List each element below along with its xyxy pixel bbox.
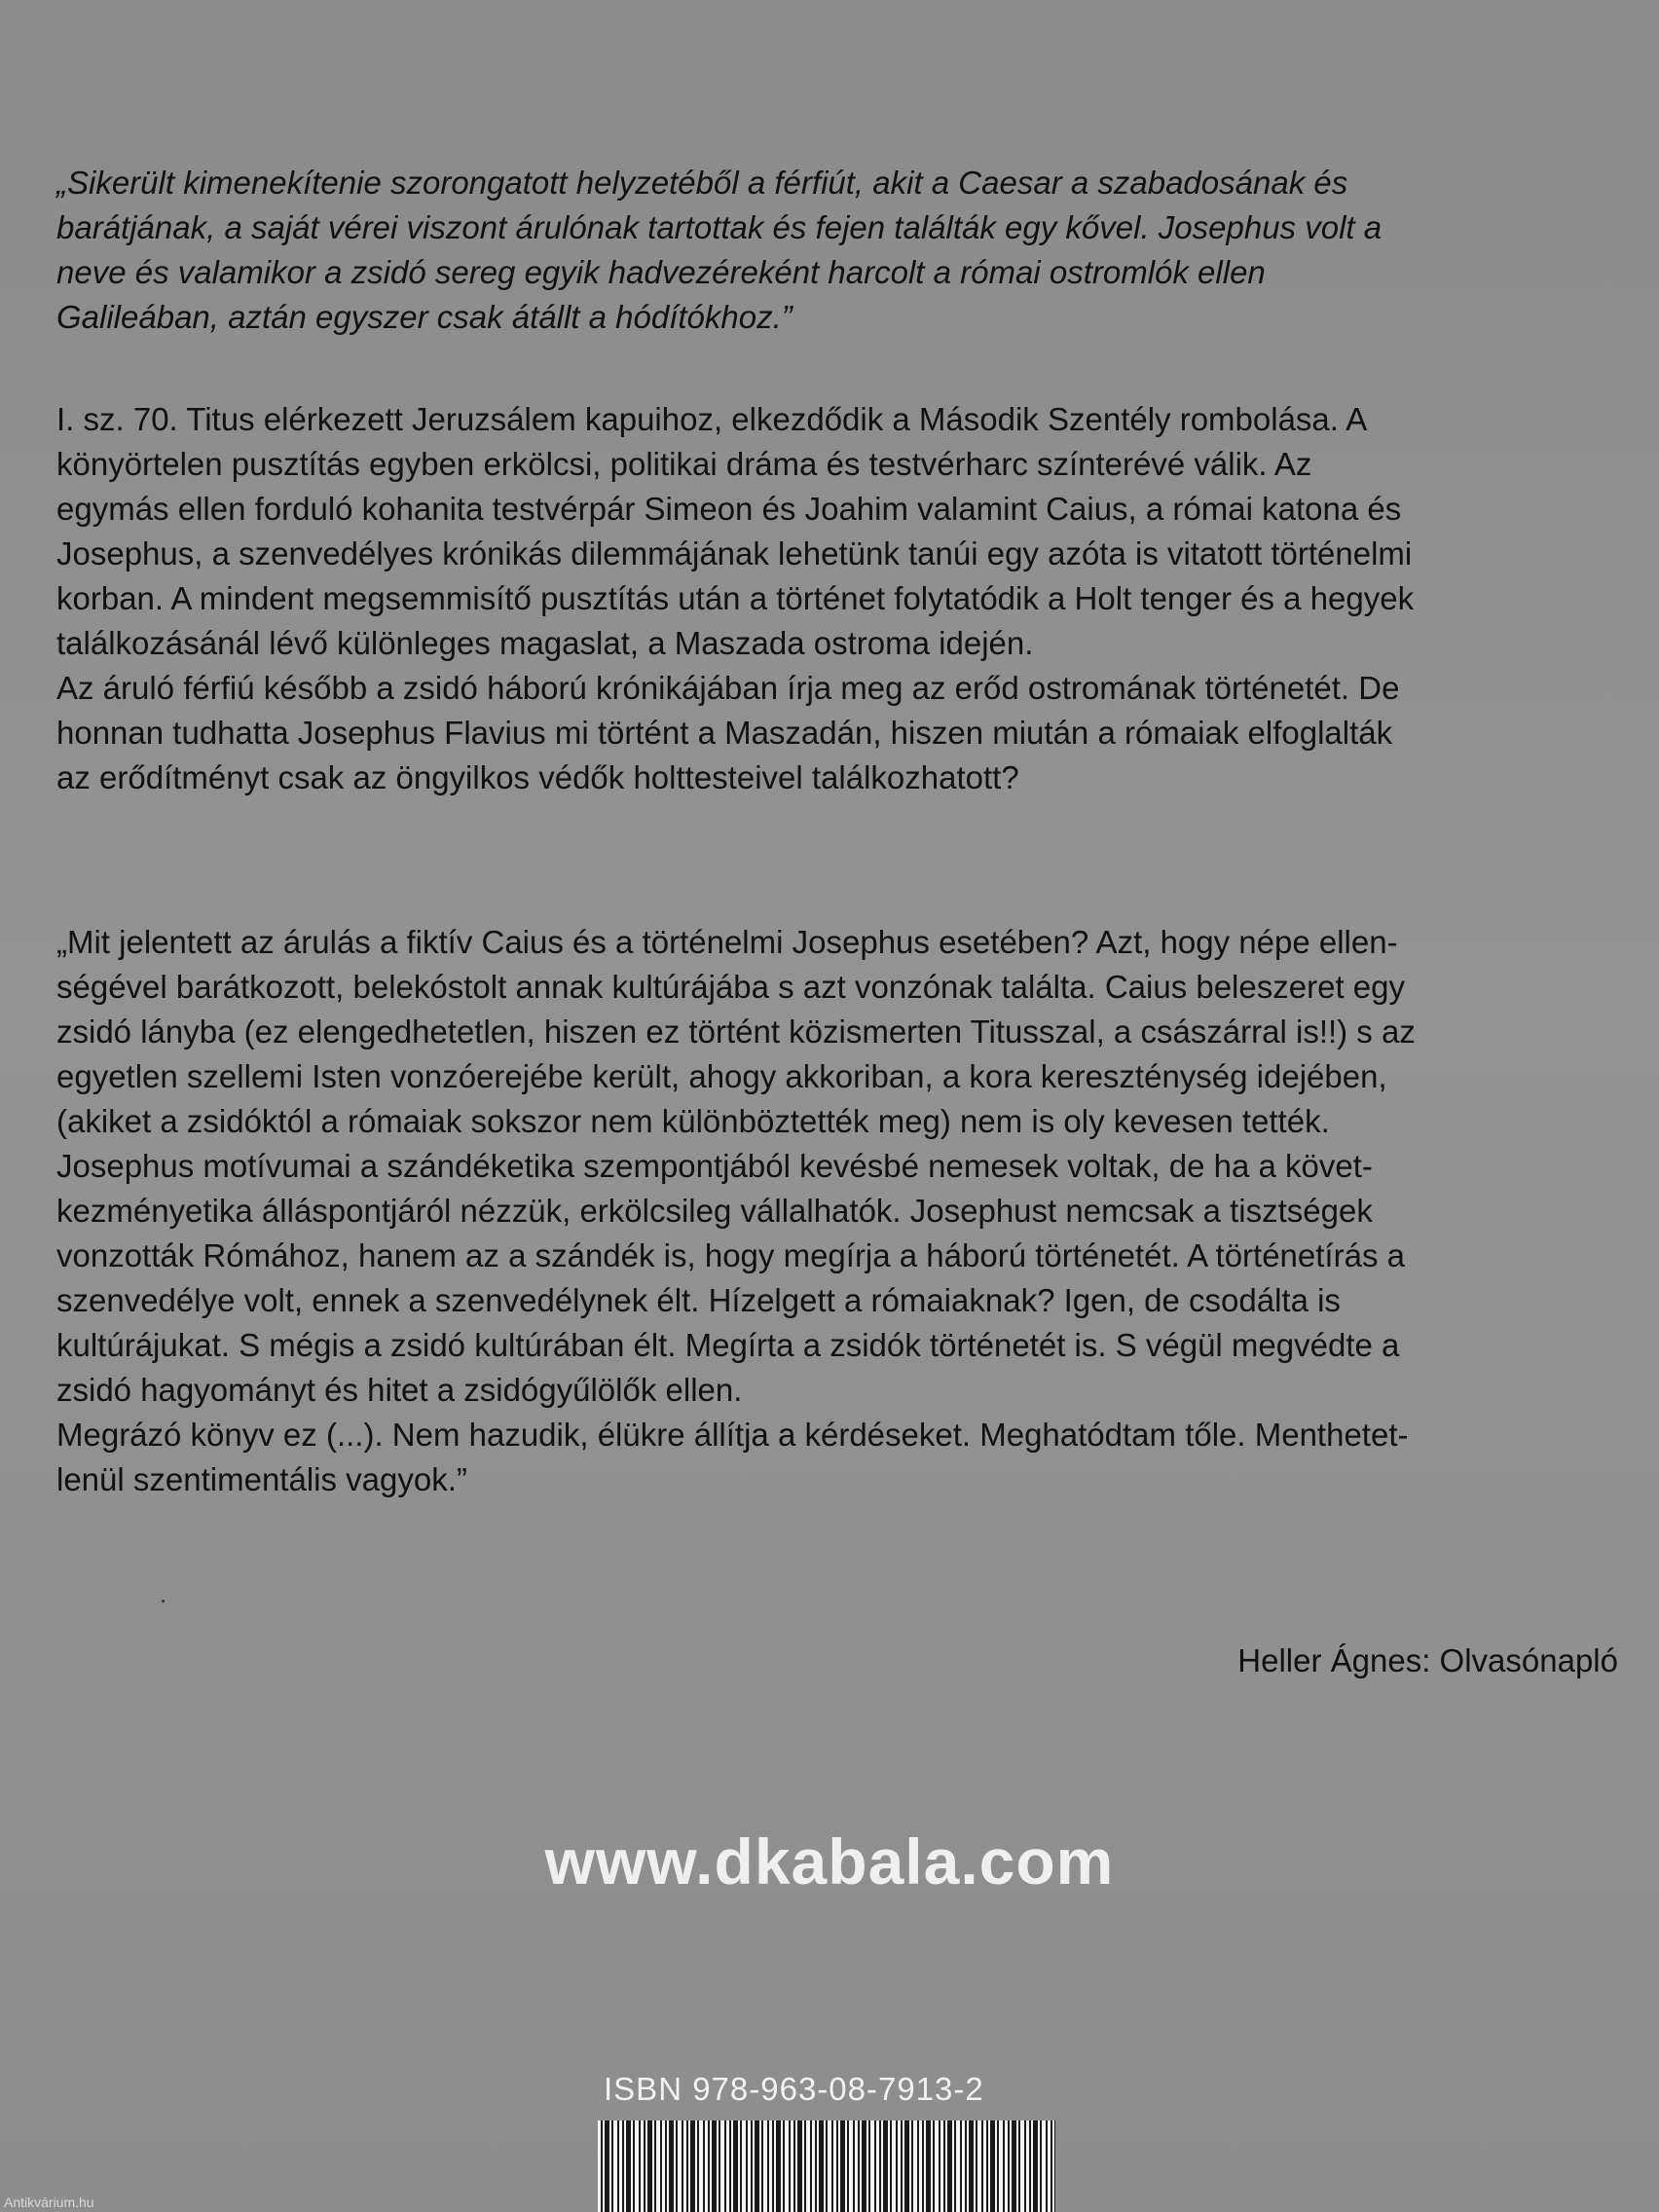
publisher-website: www.dkabala.com	[544, 1825, 1115, 1898]
speck-mark	[162, 1600, 165, 1603]
description-line: honnan tudhatta Josephus Flavius mi történt a Maszadán, hiszen miután a rómaiak elfoglalták	[56, 715, 1393, 751]
review-line: egyetlen szellemi Isten vonzóerejébe került, ahogy akkoriban, a kora kereszténység idejében,	[56, 1058, 1387, 1094]
italic-quote	[56, 161, 1604, 340]
watermark-text: Antikvárium.hu	[4, 2194, 94, 2210]
review-quote	[56, 920, 1604, 1502]
review-line: zsidó hagyományt és hitet a zsidógyűlölők ellen.	[56, 1372, 743, 1408]
italic-quote-line: Galileában, aztán egyszer csak átállt a hódítókhoz.”	[56, 299, 793, 335]
italic-quote-line: barátjának, a saját vérei viszont árulónak tartottak és fejen találták egy kővel. Josephus volt a	[56, 209, 1382, 245]
review-line: Josephus motívumai a szándéketika szempontjából kevésbé nemesek voltak, de ha a követ-	[56, 1148, 1373, 1184]
review-line: kezményetika álláspontjáról nézzük, erkölcsileg vállalhatók. Josephust nemcsak a tisztségek	[56, 1193, 1373, 1229]
barcode-icon	[598, 2120, 1055, 2212]
isbn-number: ISBN 978-963-08-7913-2	[604, 2071, 984, 2107]
review-line: szenvedélye volt, ennek a szenvedélynek élt. Hízelgett a rómaiaknak? Igen, de csodálta is	[56, 1282, 1341, 1318]
review-line: vonzották Rómához, hanem az a szándék is, hogy megírja a háború történetét. A történetírás a	[56, 1237, 1405, 1273]
quote-attribution: Heller Ágnes: Olvasónapló	[1237, 1642, 1618, 1678]
italic-quote-line: „Sikerült kimenekítenie szorongatott helyzetéből a férfiút, akit a Caesar a szabadosának és	[56, 165, 1348, 201]
description-line: könyörtelen pusztítás egyben erkölcsi, politikai dráma és testvérharc színterévé válik. Az	[56, 446, 1312, 482]
review-line: ségével barátkozott, belekóstolt annak kultúrájába s azt vonzónak találta. Caius beleszeret egy	[56, 969, 1405, 1005]
description-line: I. sz. 70. Titus elérkezett Jeruzsálem kapuihoz, elkezdődik a Második Szentély rombolása. A	[56, 401, 1368, 437]
description-line: Josephus, a szenvedélyes krónikás dilemmájának lehetünk tanúi egy azóta is vitatott történelmi	[56, 535, 1413, 571]
review-line: Megrázó könyv ez (...). Nem hazudik, élükre állítja a kérdéseket. Meghatódtam tőle. Menthetet-	[56, 1417, 1409, 1453]
review-line: lenül szentimentális vagyok.”	[56, 1461, 467, 1497]
description-line: korban. A mindent megsemmisítő pusztítás után a történet folytatódik a Holt tenger és a hegyek	[56, 580, 1415, 616]
review-line: „Mit jelentett az árulás a fiktív Caius és a történelmi Josephus esetében? Azt, hogy népe ellen-	[56, 924, 1398, 960]
italic-quote-line: neve és valamikor a zsidó sereg egyik hadvezéreként harcolt a római ostromlók ellen	[56, 254, 1266, 290]
description-line: Az áruló férfiú később a zsidó háború krónikájában írja meg az erőd ostromának történetét. De	[56, 670, 1400, 706]
review-line: (akiket a zsidóktól a rómaiak sokszor nem különböztették meg) nem is oly kevesen tették.	[56, 1103, 1330, 1139]
review-line: zsidó lányba (ez elengedhetetlen, hiszen ez történt közismerten Titusszal, a császárral is!!) s az	[56, 1014, 1416, 1050]
book-description	[56, 397, 1604, 800]
description-line: egymás ellen forduló kohanita testvérpár Simeon és Joahim valamint Caius, a római katona és	[56, 491, 1402, 527]
review-line: kultúrájukat. S mégis a zsidó kultúrában élt. Megírta a zsidók történetét is. S végül megvédte a	[56, 1327, 1400, 1363]
description-line: az erődítményt csak az öngyilkos védők holttesteivel találkozhatott?	[56, 759, 1019, 795]
description-line: találkozásánál lévő különleges magaslat, a Maszada ostroma idején.	[56, 625, 1034, 661]
